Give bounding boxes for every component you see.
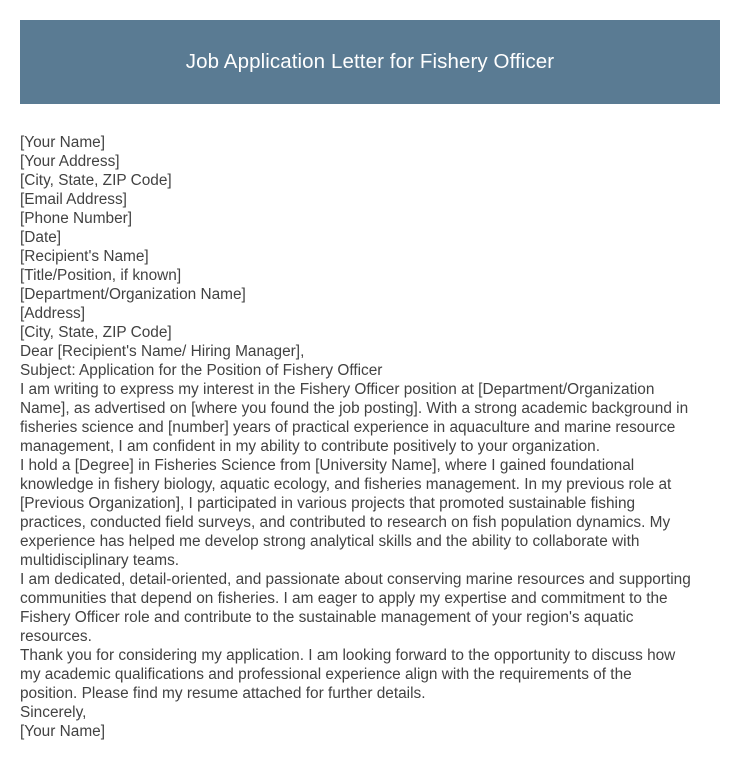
sender-address: [Your Address] — [20, 153, 120, 170]
body-line: experience has helped me develop strong analytical skills and the ability to collaborate with — [20, 533, 640, 550]
page-title: Job Application Letter for Fishery Officer — [185, 50, 555, 73]
sender-phone: [Phone Number] — [20, 210, 133, 227]
body-line: my academic qualifications and professional experience align with the requirements of the — [20, 666, 632, 683]
salutation: Dear [Recipient's Name/ Hiring Manager], — [20, 343, 305, 360]
body-line: practices, conducted field surveys, and contributed to research on fish population dynamics. My — [20, 514, 671, 531]
recipient-organization: [Department/Organization Name] — [20, 286, 246, 303]
recipient-address: [Address] — [20, 305, 86, 322]
body-line: communities that depend on fisheries. I am eager to apply my expertise and commitment to the — [20, 590, 668, 607]
title-banner — [20, 20, 720, 104]
recipient-name: [Recipient's Name] — [20, 248, 149, 265]
body-line: Fishery Officer role and contribute to the sustainable management of your region's aquatic — [20, 609, 634, 626]
letter-body — [20, 133, 720, 741]
letter-date: [Date] — [20, 229, 62, 246]
body-line: management, I am confident in my ability to contribute positively to your organization. — [20, 438, 601, 455]
body-line: I am writing to express my interest in the Fishery Officer position at [Department/Organization — [20, 381, 655, 398]
recipient-city-state-zip: [City, State, ZIP Code] — [20, 324, 172, 341]
body-line: Thank you for considering my application. I am looking forward to the opportunity to discuss how — [20, 647, 676, 664]
body-line: position. Please find my resume attached for further details. — [20, 685, 426, 702]
body-line: I am dedicated, detail-oriented, and passionate about conserving marine resources and supporting — [20, 571, 691, 588]
sender-city-state-zip: [City, State, ZIP Code] — [20, 172, 172, 189]
body-line: Name], as advertised on [where you found the job posting]. With a strong academic background in — [20, 400, 689, 417]
body-line: knowledge in fishery biology, aquatic ecology, and fisheries management. In my previous role at — [20, 476, 672, 493]
sender-email: [Email Address] — [20, 191, 127, 208]
recipient-title: [Title/Position, if known] — [20, 267, 182, 284]
body-line: fisheries science and [number] years of practical experience in aquaculture and marine resource — [20, 419, 676, 436]
body-line: I hold a [Degree] in Fisheries Science from [University Name], where I gained foundational — [20, 457, 635, 474]
signature-name: [Your Name] — [20, 723, 105, 740]
sender-name: [Your Name] — [20, 134, 105, 151]
body-line: multidisciplinary teams. — [20, 552, 180, 569]
subject-line: Subject: Application for the Position of Fishery Officer — [20, 362, 383, 379]
closing: Sincerely, — [20, 704, 87, 721]
body-line: resources. — [20, 628, 92, 645]
body-line: [Previous Organization], I participated in various projects that promoted sustainable fishing — [20, 495, 636, 512]
